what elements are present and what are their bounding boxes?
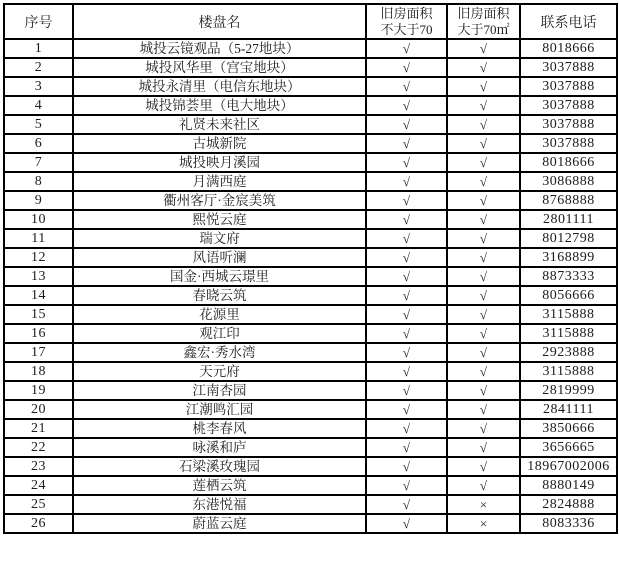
cell-name: 江潮鸣汇园 — [73, 400, 366, 419]
cell-phone: 3168899 — [520, 248, 617, 267]
cell-name: 古城新院 — [73, 134, 366, 153]
cell-area-le-70-mark: √ — [366, 438, 447, 457]
header-area-le-70-line2: 不大于70 — [380, 21, 433, 37]
table-row — [4, 172, 617, 191]
cell-name: 月满西庭 — [73, 172, 366, 191]
cell-area-le-70-mark: √ — [366, 305, 447, 324]
table-row — [4, 362, 617, 381]
cell-index: 13 — [4, 267, 73, 286]
cell-index: 10 — [4, 210, 73, 229]
cell-area-gt-70-mark: √ — [447, 400, 520, 419]
cell-phone: 18967002006 — [520, 457, 617, 476]
header-index — [4, 4, 73, 39]
header-index-label: 序号 — [24, 15, 53, 31]
cell-name: 江南杏园 — [73, 381, 366, 400]
cell-name: 城投云镜观品（5-27地块） — [73, 39, 366, 58]
cell-area-gt-70-mark: √ — [447, 115, 520, 134]
cell-phone: 8012798 — [520, 229, 617, 248]
cell-area-le-70-mark: √ — [366, 343, 447, 362]
cell-index: 17 — [4, 343, 73, 362]
cell-index: 12 — [4, 248, 73, 267]
cell-index: 15 — [4, 305, 73, 324]
cell-area-le-70-mark: √ — [366, 457, 447, 476]
cell-area-gt-70-mark: √ — [447, 324, 520, 343]
cell-area-gt-70-mark: √ — [447, 210, 520, 229]
cell-area-gt-70-mark: √ — [447, 457, 520, 476]
cell-area-gt-70-mark: √ — [447, 343, 520, 362]
cell-index: 7 — [4, 153, 73, 172]
cell-index: 22 — [4, 438, 73, 457]
cell-area-le-70-mark: √ — [366, 153, 447, 172]
table-row — [4, 400, 617, 419]
cell-area-le-70-mark: √ — [366, 115, 447, 134]
cell-phone: 8018666 — [520, 153, 617, 172]
header-phone-label: 联系电话 — [540, 15, 597, 31]
cell-area-gt-70-mark: √ — [447, 191, 520, 210]
cell-area-le-70-mark: √ — [366, 495, 447, 514]
table-row — [4, 457, 617, 476]
cell-name: 国金·西城云璟里 — [73, 267, 366, 286]
cell-index: 4 — [4, 96, 73, 115]
cell-area-le-70-mark: √ — [366, 267, 447, 286]
cell-phone: 3115888 — [520, 362, 617, 381]
cell-phone: 3037888 — [520, 134, 617, 153]
cell-area-gt-70-mark: √ — [447, 362, 520, 381]
cell-name: 观江印 — [73, 324, 366, 343]
table-row — [4, 381, 617, 400]
cell-name: 桃李春风 — [73, 419, 366, 438]
cell-area-gt-70-mark: × — [447, 495, 520, 514]
table-row — [4, 58, 617, 77]
cell-area-gt-70-mark: √ — [447, 58, 520, 77]
table-row — [4, 438, 617, 457]
cell-phone: 2801111 — [520, 210, 617, 229]
cell-name: 蔚蓝云庭 — [73, 514, 366, 533]
table-row — [4, 115, 617, 134]
cell-name: 熙悦云庭 — [73, 210, 366, 229]
table-row — [4, 514, 617, 533]
cell-phone: 2923888 — [520, 343, 617, 362]
cell-area-gt-70-mark: √ — [447, 96, 520, 115]
cell-phone: 8018666 — [520, 39, 617, 58]
table-row — [4, 229, 617, 248]
cell-index: 3 — [4, 77, 73, 96]
header-property-name-label: 楼盘名 — [198, 15, 241, 31]
cell-area-gt-70-mark: √ — [447, 77, 520, 96]
header-area-le-70-line1: 旧房面积 — [380, 5, 433, 21]
cell-area-le-70-mark: √ — [366, 77, 447, 96]
cell-phone: 2841111 — [520, 400, 617, 419]
cell-phone: 3037888 — [520, 115, 617, 134]
cell-area-gt-70-mark: √ — [447, 438, 520, 457]
cell-name: 莲栖云筑 — [73, 476, 366, 495]
cell-area-gt-70-mark: × — [447, 514, 520, 533]
cell-index: 8 — [4, 172, 73, 191]
cell-name: 风语听澜 — [73, 248, 366, 267]
cell-name: 城投永清里（电信东地块） — [73, 77, 366, 96]
cell-index: 18 — [4, 362, 73, 381]
cell-area-gt-70-mark: √ — [447, 229, 520, 248]
cell-name: 鑫宏·秀水湾 — [73, 343, 366, 362]
cell-name: 城投锦荟里（电大地块） — [73, 96, 366, 115]
cell-area-gt-70-mark: √ — [447, 267, 520, 286]
cell-area-le-70-mark: √ — [366, 191, 447, 210]
table-row — [4, 495, 617, 514]
cell-area-le-70-mark: √ — [366, 39, 447, 58]
cell-area-gt-70-mark: √ — [447, 134, 520, 153]
header-area-gt-70-line1: 旧房面积 — [457, 5, 510, 21]
cell-name: 春晓云筑 — [73, 286, 366, 305]
cell-area-gt-70-mark: √ — [447, 39, 520, 58]
cell-index: 6 — [4, 134, 73, 153]
table-row — [4, 248, 617, 267]
cell-area-gt-70-mark: √ — [447, 419, 520, 438]
table-row — [4, 476, 617, 495]
cell-index: 19 — [4, 381, 73, 400]
cell-phone: 8768888 — [520, 191, 617, 210]
cell-phone: 3037888 — [520, 96, 617, 115]
cell-name: 礼贤未来社区 — [73, 115, 366, 134]
cell-area-gt-70-mark: √ — [447, 476, 520, 495]
header-phone — [520, 4, 617, 39]
table-header — [4, 4, 617, 39]
cell-index: 24 — [4, 476, 73, 495]
cell-area-gt-70-mark: √ — [447, 172, 520, 191]
cell-index: 26 — [4, 514, 73, 533]
cell-area-le-70-mark: √ — [366, 419, 447, 438]
cell-area-gt-70-mark: √ — [447, 153, 520, 172]
cell-area-le-70-mark: √ — [366, 229, 447, 248]
table-row — [4, 96, 617, 115]
properties-table — [3, 3, 618, 534]
cell-name: 衢州客厅·金宸美筑 — [73, 191, 366, 210]
table-row — [4, 324, 617, 343]
cell-phone: 3086888 — [520, 172, 617, 191]
cell-area-le-70-mark: √ — [366, 362, 447, 381]
cell-area-le-70-mark: √ — [366, 286, 447, 305]
cell-index: 11 — [4, 229, 73, 248]
header-row — [4, 4, 617, 39]
table-row — [4, 210, 617, 229]
cell-area-le-70-mark: √ — [366, 400, 447, 419]
cell-phone: 3656665 — [520, 438, 617, 457]
table-row — [4, 77, 617, 96]
cell-phone: 3037888 — [520, 58, 617, 77]
cell-phone: 2824888 — [520, 495, 617, 514]
cell-phone: 8083336 — [520, 514, 617, 533]
cell-index: 25 — [4, 495, 73, 514]
cell-name: 咏溪和庐 — [73, 438, 366, 457]
cell-index: 5 — [4, 115, 73, 134]
cell-name: 东港悦福 — [73, 495, 366, 514]
table-row — [4, 39, 617, 58]
cell-area-gt-70-mark: √ — [447, 248, 520, 267]
table-row — [4, 419, 617, 438]
header-area-gt-70 — [447, 4, 520, 39]
cell-name: 城投风华里（宫宝地块） — [73, 58, 366, 77]
cell-name: 城投映月溪园 — [73, 153, 366, 172]
cell-name: 花源里 — [73, 305, 366, 324]
table-row — [4, 191, 617, 210]
table-row — [4, 153, 617, 172]
cell-area-le-70-mark: √ — [366, 324, 447, 343]
cell-index: 21 — [4, 419, 73, 438]
header-property-name — [73, 4, 366, 39]
cell-area-le-70-mark: √ — [366, 58, 447, 77]
cell-index: 20 — [4, 400, 73, 419]
cell-phone: 3037888 — [520, 77, 617, 96]
header-area-gt-70-line2: 大于70㎡ — [457, 21, 510, 37]
cell-phone: 3115888 — [520, 324, 617, 343]
cell-area-le-70-mark: √ — [366, 210, 447, 229]
cell-area-gt-70-mark: √ — [447, 286, 520, 305]
table-row — [4, 134, 617, 153]
cell-phone: 8056666 — [520, 286, 617, 305]
cell-area-le-70-mark: √ — [366, 134, 447, 153]
cell-area-gt-70-mark: √ — [447, 305, 520, 324]
table-body — [4, 39, 617, 533]
cell-area-le-70-mark: √ — [366, 381, 447, 400]
cell-index: 16 — [4, 324, 73, 343]
table-row — [4, 286, 617, 305]
cell-index: 1 — [4, 39, 73, 58]
cell-phone: 3115888 — [520, 305, 617, 324]
cell-index: 2 — [4, 58, 73, 77]
cell-phone: 2819999 — [520, 381, 617, 400]
table-row — [4, 267, 617, 286]
table-row — [4, 343, 617, 362]
cell-area-gt-70-mark: √ — [447, 381, 520, 400]
cell-index: 9 — [4, 191, 73, 210]
cell-phone: 8873333 — [520, 267, 617, 286]
cell-area-le-70-mark: √ — [366, 476, 447, 495]
cell-area-le-70-mark: √ — [366, 172, 447, 191]
cell-area-le-70-mark: √ — [366, 96, 447, 115]
cell-name: 石梁溪玫瑰园 — [73, 457, 366, 476]
cell-name: 天元府 — [73, 362, 366, 381]
cell-name: 瑞文府 — [73, 229, 366, 248]
cell-index: 14 — [4, 286, 73, 305]
cell-index: 23 — [4, 457, 73, 476]
cell-phone: 8880149 — [520, 476, 617, 495]
header-area-le-70 — [366, 4, 447, 39]
cell-area-le-70-mark: √ — [366, 514, 447, 533]
cell-phone: 3850666 — [520, 419, 617, 438]
table-row — [4, 305, 617, 324]
cell-area-le-70-mark: √ — [366, 248, 447, 267]
